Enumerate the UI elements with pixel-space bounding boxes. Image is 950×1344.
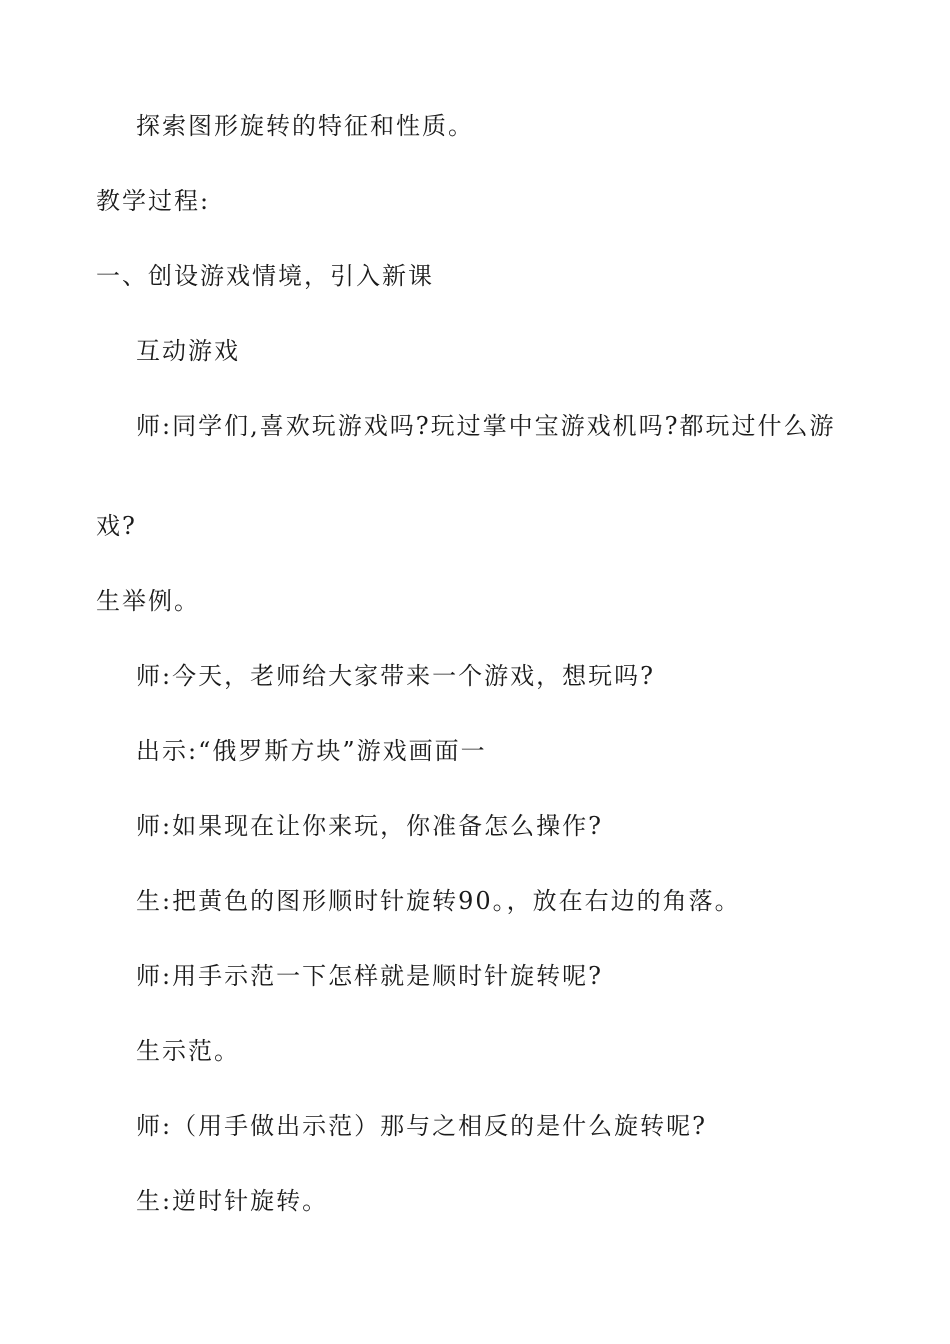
paragraph-show-tetris: 出示:“俄罗斯方块”游戏画面一	[136, 737, 487, 765]
paragraph-student-counterclockwise: 生:逆时针旋转。	[136, 1187, 329, 1215]
paragraph-teacher-question: 师:同学们,喜欢玩游戏吗?玩过掌中宝游戏机吗?都玩过什么游	[136, 412, 836, 440]
subheading-interactive-game: 互动游戏	[136, 337, 240, 365]
paragraph-student-rotate: 生:把黄色的图形顺时针旋转90。，放在右边的角落。	[136, 887, 741, 915]
paragraph-objective: 探索图形旋转的特征和性质。	[136, 112, 474, 140]
paragraph-teacher-operate: 师:如果现在让你来玩，你准备怎么操作?	[136, 812, 603, 840]
paragraph-student-examples: 生举例。	[96, 587, 200, 615]
paragraph-teacher-demo: 师:用手示范一下怎样就是顺时针旋转呢?	[136, 962, 603, 990]
paragraph-student-demo: 生示范。	[136, 1037, 240, 1065]
paragraph-teacher-question-cont: 戏?	[96, 512, 137, 540]
section-heading-1: 一、创设游戏情境，引入新课	[96, 262, 434, 290]
heading-teaching-process: 教学过程:	[96, 187, 211, 215]
paragraph-teacher-game: 师:今天，老师给大家带来一个游戏，想玩吗?	[136, 662, 655, 690]
paragraph-teacher-opposite: 师:（用手做出示范）那与之相反的是什么旋转呢?	[136, 1112, 707, 1140]
